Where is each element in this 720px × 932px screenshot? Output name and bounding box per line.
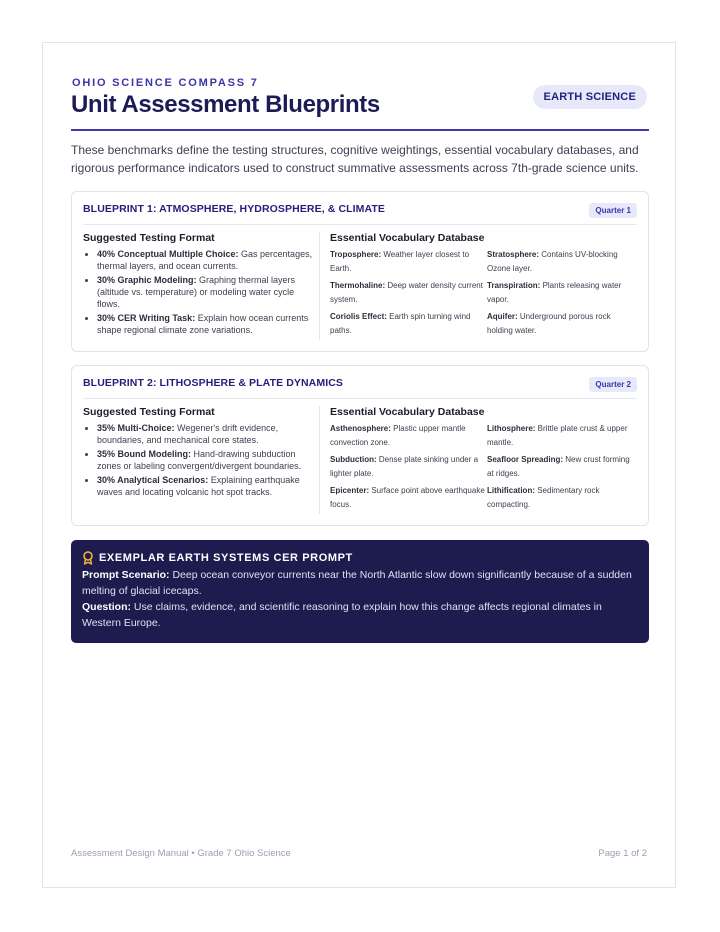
list-item: • 40% Conceptual Multiple Choice: Gas percentages, thermal layers, and ocean currents. [97, 248, 313, 272]
testing-format-column [83, 232, 313, 338]
footer-page-number: Page 1 of 2 [598, 848, 647, 859]
vocab-entry: Troposphere: Weather layer closest to Earth. [330, 250, 470, 273]
blueprint-title: BLUEPRINT 2: LITHOSPHERE & PLATE DYNAMICS [83, 377, 344, 389]
column-divider [319, 406, 320, 514]
list-item: • 30% Analytical Scenarios: Explaining earthquake waves and locating volcanic hot spot tracks. [97, 474, 313, 498]
page-title: Unit Assessment Blueprints [71, 91, 380, 118]
cer-prompt-body [82, 567, 635, 631]
vocab-entry: Coriolis Effect: Earth spin turning wind paths. [330, 312, 471, 335]
vocab-entry: Epicenter: Surface point above earthquake focus. [330, 486, 485, 509]
document-page [42, 42, 676, 888]
list-item: • 30% CER Writing Task: Explain how ocean currents shape regional climate zone variations. [97, 312, 313, 336]
list-item: • 35% Multi-Choice: Wegener's drift evidence, boundaries, and mechanical core states. [97, 422, 313, 446]
testing-format-column [83, 406, 313, 500]
testing-format-list [83, 422, 313, 498]
cer-prompt-panel [71, 540, 649, 643]
vocab-entry: Stratosphere: Contains UV-blocking Ozone layer. [487, 250, 618, 273]
blueprint-card-2 [71, 365, 649, 526]
vocab-entry: Transpiration: Plants releasing water vapor. [487, 281, 622, 304]
quarter-badge: Quarter 2 [589, 377, 637, 392]
vocabulary-heading: Essential Vocabulary Database [330, 406, 485, 418]
vocab-entry: Thermohaline: Deep water density current system. [330, 281, 483, 304]
prompt-scenario: Prompt Scenario: Deep ocean conveyor currents near the North Atlantic slow down significantly because of a sudden melting of glacial icecaps. [82, 569, 632, 597]
vocab-entry: Lithosphere: Brittle plate crust & upper mantle. [487, 424, 628, 447]
cer-prompt-title: EXEMPLAR EARTH SYSTEMS CER PROMPT [99, 552, 353, 564]
vocabulary-heading: Essential Vocabulary Database [330, 232, 485, 244]
award-ribbon-icon [82, 551, 94, 565]
blueprint-card-header [83, 366, 637, 399]
testing-format-heading: Suggested Testing Format [83, 232, 215, 244]
vocab-entry: Aquifer: Underground porous rock holding water. [487, 312, 611, 335]
prompt-question: Question: Use claims, evidence, and scientific reasoning to explain how this change affects regional climates in Western Europe. [82, 601, 602, 629]
vocabulary-column [330, 406, 640, 512]
vocab-entry: Subduction: Dense plate sinking under a lighter plate. [330, 455, 479, 478]
vocab-entry: Lithification: Sedimentary rock compacting. [487, 486, 600, 509]
vocabulary-grid [330, 248, 640, 338]
vocabulary-grid [330, 422, 640, 512]
series-label: OHIO SCIENCE COMPASS 7 [72, 77, 259, 89]
column-divider [319, 232, 320, 340]
vocab-entry: Asthenosphere: Plastic upper mantle convection zone. [330, 424, 466, 447]
list-item: • 35% Bound Modeling: Hand-drawing subduction zones or labeling convergent/divergent boundaries. [97, 448, 313, 472]
cer-prompt-heading [82, 551, 353, 565]
blueprint-card-1 [71, 191, 649, 352]
header-divider [71, 129, 649, 131]
quarter-badge: Quarter 1 [589, 203, 637, 218]
intro-paragraph: These benchmarks define the testing structures, cognitive weightings, essential vocabulary databases, and rigorous performance indicators used to construct summative assessments across 7th-grade science units. [71, 143, 639, 175]
testing-format-list [83, 248, 313, 336]
testing-format-heading: Suggested Testing Format [83, 406, 215, 418]
footer-manual-label: Assessment Design Manual • Grade 7 Ohio Science [71, 848, 291, 859]
vocab-entry: Seafloor Spreading: New crust forming at ridges. [487, 455, 630, 478]
blueprint-title: BLUEPRINT 1: ATMOSPHERE, HYDROSPHERE, & CLIMATE [83, 203, 386, 215]
blueprint-card-header [83, 192, 637, 225]
subject-badge: EARTH SCIENCE [533, 85, 647, 109]
vocabulary-column [330, 232, 640, 338]
list-item: • 30% Graphic Modeling: Graphing thermal layers (altitude vs. temperature) or modeling water cycle flows. [97, 274, 313, 310]
